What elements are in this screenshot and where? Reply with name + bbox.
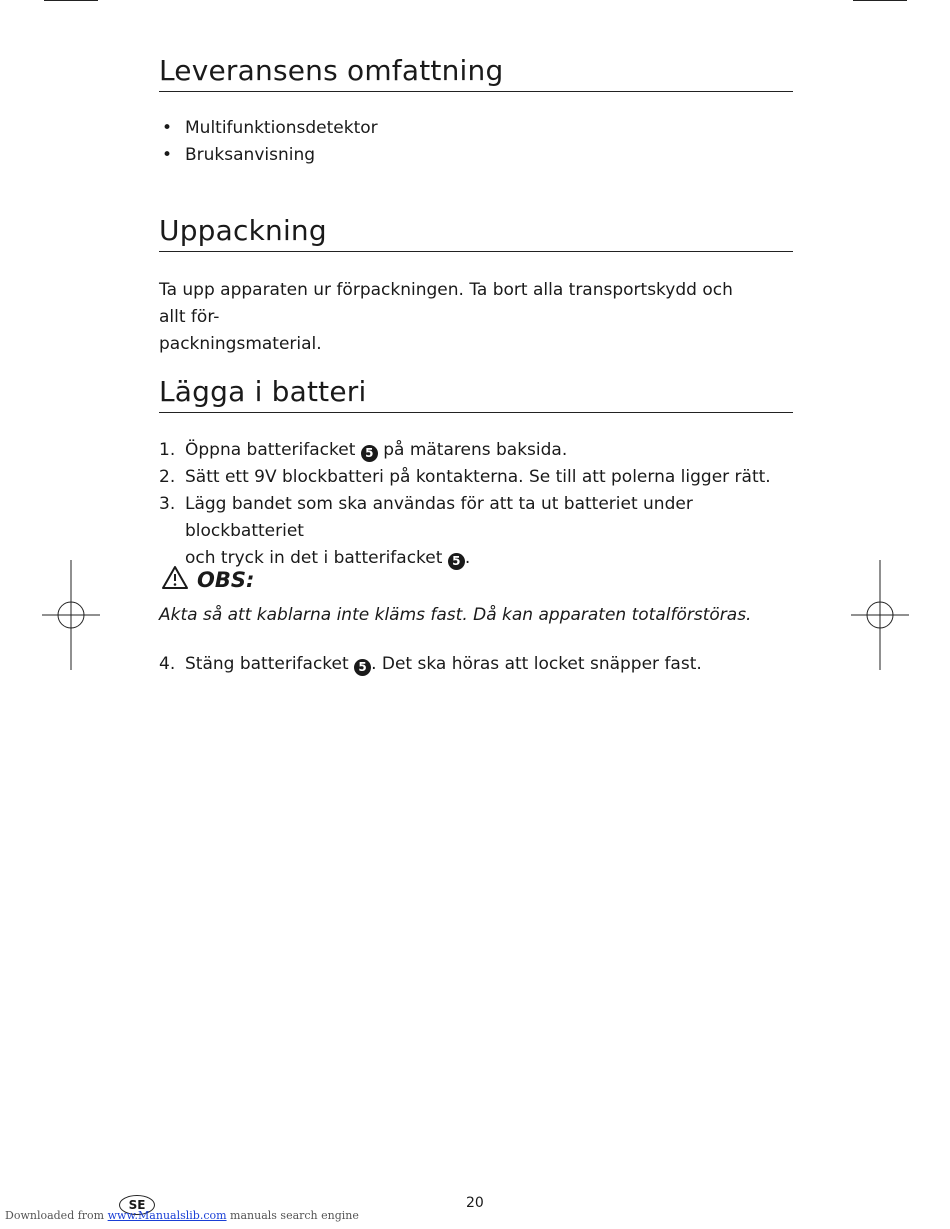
paragraph-line: Ta upp apparaten ur förpackningen. Ta bort alla transportskydd och allt för- (159, 280, 733, 327)
step-item (159, 437, 779, 464)
step-number: 1. (159, 440, 176, 460)
list-item: • Bruksanvisning (159, 142, 378, 169)
step-text: . Det ska höras att locket snäpper fast. (371, 654, 702, 674)
step-text: Sätt ett 9V blockbatteri på kontakterna. Se till att polerna ligger rätt. (185, 467, 771, 487)
crop-mark-top-right (853, 0, 907, 1)
section-title-unpacking: Uppackning (159, 214, 793, 252)
step-number: 2. (159, 467, 176, 487)
step-text: . (464, 548, 471, 568)
step-item (159, 651, 779, 678)
step-item (159, 464, 779, 491)
battery-final-step (159, 651, 779, 678)
footer-prefix: Downloaded from (5, 1209, 108, 1222)
step-number: 4. (159, 654, 176, 674)
section-title-battery: Lägga i batteri (159, 375, 793, 413)
warning-icon (161, 565, 189, 591)
registration-mark-left (42, 560, 102, 670)
battery-steps (159, 437, 779, 572)
footer-suffix: manuals search engine (226, 1209, 359, 1222)
footer (5, 1209, 359, 1222)
step-number: 3. (159, 494, 176, 514)
step-text: på mätarens baksida. (377, 440, 568, 460)
unpacking-paragraph (159, 277, 759, 358)
paragraph-line: packningsmaterial. (159, 334, 322, 354)
section-title-scope: Leveransens omfattning (159, 54, 793, 92)
delivery-list (159, 115, 378, 169)
step-item (159, 491, 779, 572)
callout-number-icon: 5 (361, 445, 378, 462)
callout-number-icon: 5 (448, 553, 465, 570)
step-text: Öppna batterifacket (185, 440, 361, 460)
crop-mark-top-left (44, 0, 98, 1)
page-number: 20 (466, 1195, 484, 1211)
callout-number-icon: 5 (354, 659, 371, 676)
step-text: och tryck in det i batterifacket (185, 548, 448, 568)
step-text: Lägg bandet som ska användas för att ta ut batteriet under blockbatteriet (185, 494, 693, 541)
list-item: • Multifunktionsdetektor (159, 115, 378, 142)
manualslib-link[interactable]: www.Manualslib.com (107, 1209, 227, 1222)
warning-label: OBS: (197, 568, 255, 592)
warning-text: Akta så att kablarna inte kläms fast. Då kan apparaten totalförstöras. (159, 605, 752, 625)
language-badge: SE (119, 1195, 155, 1215)
step-text: Stäng batterifacket (185, 654, 355, 674)
registration-mark-right (851, 560, 911, 670)
